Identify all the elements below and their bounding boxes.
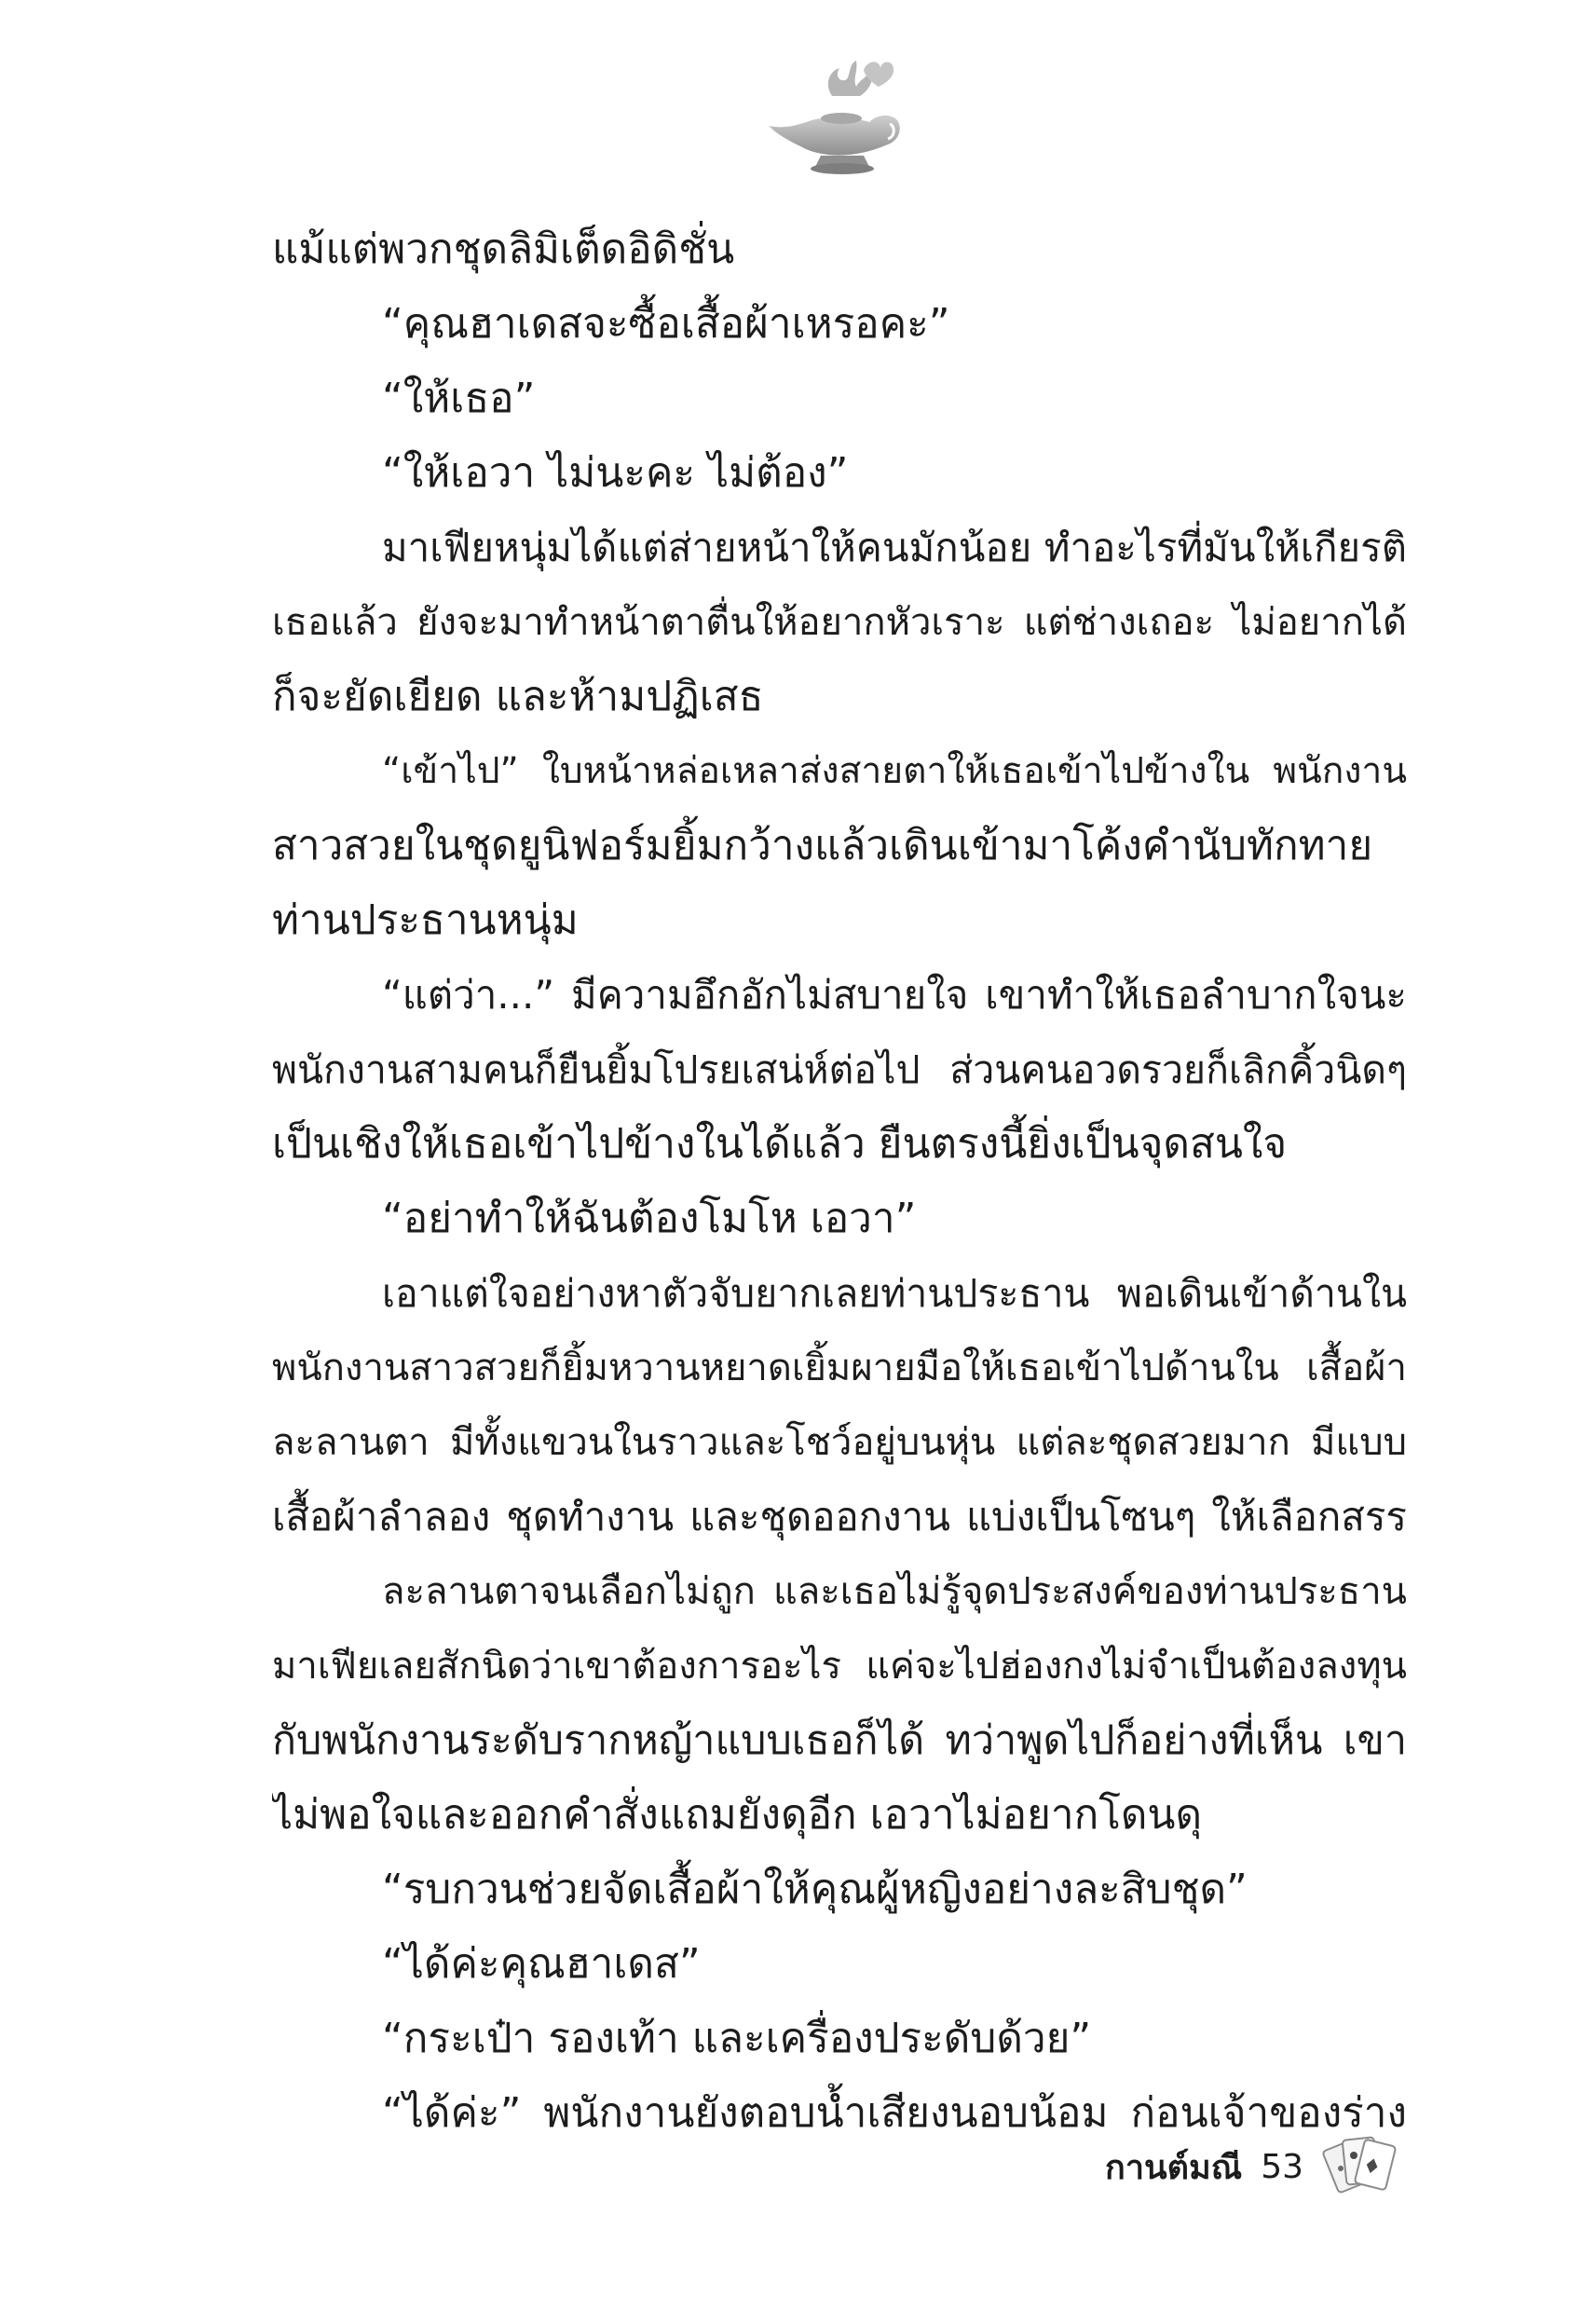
playing-cards-icon <box>1322 2131 1400 2202</box>
page-footer <box>1105 2134 1400 2199</box>
text-line: “ให้เธอ” <box>382 375 536 422</box>
text-line: “รบกวนช่วยจัดเสื้อผ้าให้คุณผู้หญิงอย่างละสิบชุด” <box>382 1866 1248 1913</box>
text-line: สาวสวยในชุดยูนิฟอร์มยิ้มกว้างแล้วเดินเข้ามาโค้งคำนับทักทาย <box>272 822 1373 869</box>
text-line: ละลานตาจนเลือกไม่ถูก และเธอไม่รู้จุดประสงค์ของท่านประธาน <box>382 1570 1407 1613</box>
text-line: ท่านประธานหนุ่ม <box>272 896 579 944</box>
text-line: ก็จะยัดเยียด และห้ามปฏิเสธ <box>272 673 764 720</box>
text-line: พนักงานสาวสวยก็ยิ้มหวานหยาดเยิ้มผายมือให้เธอเข้าไปด้านใน เสื้อผ้า <box>272 1347 1407 1389</box>
text-line: “คุณฮาเดสจะซื้อเสื้อผ้าเหรอคะ” <box>382 300 950 348</box>
magic-lamp-icon <box>759 51 918 182</box>
text-line: “อย่าทำให้ฉันต้องโมโห เอวา” <box>382 1195 917 1242</box>
text-line: “ได้ค่ะคุณฮาเดส” <box>382 1940 701 1988</box>
footer-author: กานต์มณี <box>1105 2148 1243 2187</box>
text-line: “แต่ว่า...” มีความอึกอักไม่สบายใจ เขาทำให้เธอลำบากใจนะ <box>382 972 1407 1018</box>
text-line: เอาแต่ใจอย่างหาตัวจับยากเลยท่านประธาน พอเดินเข้าด้านใน <box>382 1271 1407 1316</box>
text-line: ละลานตา มีทั้งแขวนในราวและโชว์อยู่บนหุ่น แต่ละชุดสวยมาก มีแบบ <box>272 1421 1407 1464</box>
text-line: “เข้าไป” ใบหน้าหล่อเหลาส่งสายตาให้เธอเข้าไปข้างใน พนักงาน <box>382 750 1407 792</box>
text-line: เธอแล้ว ยังจะมาทำหน้าตาตื่นให้อยากหัวเราะ แต่ช่างเถอะ ไม่อยากได้ <box>272 601 1407 644</box>
text-line: “ได้ค่ะ” พนักงานยังตอบน้ำเสียงนอบน้อม ก่อนเจ้าของร่าง <box>382 2089 1407 2137</box>
text-line: มาเฟียหนุ่มได้แต่ส่ายหน้าให้คนมักน้อย ทำอะไรที่มันให้เกียรติ <box>382 525 1407 570</box>
text-line: “ให้เอวา ไม่นะคะ ไม่ต้อง” <box>382 449 849 497</box>
text-line: พนักงานสามคนก็ยืนยิ้มโปรยเสน่ห์ต่อไป ส่วนคนอวดรวยก็เลิกคิ้วนิดๆ <box>272 1047 1407 1092</box>
page-number: 53 <box>1261 2147 1303 2186</box>
text-line: กับพนักงานระดับรากหญ้าแบบเธอก็ได้ ทว่าพูดไปก็อย่างที่เห็น เขา <box>272 1717 1407 1764</box>
body-text <box>272 212 1407 2151</box>
text-line: เสื้อผ้าลำลอง ชุดทำงาน และชุดออกงาน แบ่งเป็นโซนๆ ให้เลือกสรร <box>272 1494 1407 1539</box>
text-line: แม้แต่พวกชุดลิมิเต็ดอิดิชั่น <box>272 226 735 273</box>
text-line: มาเฟียเลยสักนิดว่าเขาต้องการอะไร แค่จะไปฮ่องกงไม่จำเป็นต้องลงทุน <box>272 1645 1407 1688</box>
text-line: “กระเป๋า รองเท้า และเครื่องประดับด้วย” <box>382 2015 1092 2062</box>
text-line: ไม่พอใจและออกคำสั่งแถมยังดุอีก เอวาไม่อยากโดนดุ <box>272 1791 1203 1839</box>
text-line: เป็นเชิงให้เธอเข้าไปข้างในได้แล้ว ยืนตรงนี้ยิ่งเป็นจุดสนใจ <box>272 1120 1288 1168</box>
